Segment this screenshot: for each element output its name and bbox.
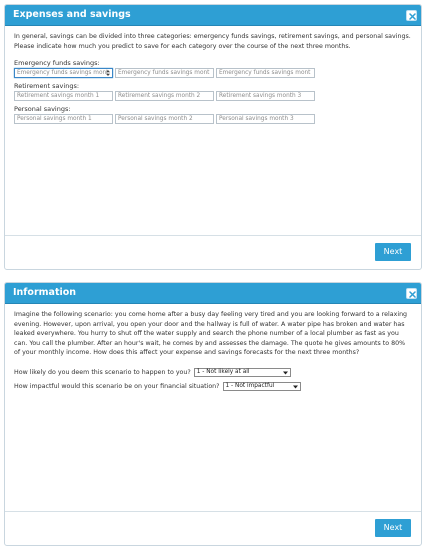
information-footer-divider [5, 511, 421, 512]
retirement-savings-row [14, 91, 412, 101]
impact-select[interactable] [223, 382, 301, 391]
chevron-down-icon [293, 385, 298, 389]
retirement-savings-month-1-input[interactable] [14, 91, 113, 101]
information-titlebar [5, 283, 421, 304]
likelihood-question-label: How likely do you deem this scenario to happen to you? [14, 368, 191, 376]
retirement-savings-month-1-placeholder: Retirement savings month 1 [17, 93, 100, 100]
expenses-content [5, 26, 421, 124]
personal-savings-label: Personal savings: [14, 105, 71, 114]
personal-savings-month-3-placeholder: Personal savings month 3 [219, 116, 294, 123]
retirement-savings-month-2-input[interactable] [115, 91, 214, 101]
emergency-savings-label: Emergency funds savings: [14, 59, 100, 68]
scenario-text: Imagine the following scenario: you come home after a busy day feeling very tired and you are looking forward to a relaxing evening. However, upon arrival, you open your door and the hallway is full of water. A water pipe has broken and water has leaked everywhere. You hurry to shut off the water supply and search the phone number of a local plumber as fast as you can. You call the plumber. After an hour's wait, he comes by and assesses the damage. The quote he gives amounts to 80% of your monthly income. How does this affect your expense and savings forecasts for the next three months? [14, 311, 408, 357]
personal-savings-month-2-placeholder: Personal savings month 2 [118, 116, 193, 123]
information-next-button[interactable]: Next [375, 519, 411, 537]
personal-savings-month-3-input[interactable] [216, 114, 315, 124]
emergency-savings-month-2-input[interactable] [115, 68, 214, 78]
personal-savings-row [14, 114, 412, 124]
expenses-panel [4, 4, 422, 270]
likelihood-question-row [14, 368, 412, 378]
personal-savings-month-1-input[interactable] [14, 114, 113, 124]
expenses-intro: In general, savings can be divided into three categories: emergency funds savings, retirement savings, and personal savings. Please indicate how much you predict to save for each category over the course of the next three months. [14, 33, 411, 50]
emergency-savings-month-3-input[interactable] [216, 68, 315, 78]
information-panel [4, 282, 422, 546]
chevron-down-icon [283, 371, 288, 375]
retirement-savings-label: Retirement savings: [14, 82, 80, 91]
expenses-close-button[interactable] [406, 10, 417, 21]
retirement-savings-month-3-placeholder: Retirement savings month 3 [219, 93, 302, 100]
impact-question-label: How impactful would this scenario be on your financial situation? [14, 382, 220, 390]
personal-savings-month-1-placeholder: Personal savings month 1 [17, 116, 92, 123]
information-content [5, 304, 421, 391]
likelihood-selected-value: 1 - Not likely at all [196, 369, 250, 376]
retirement-savings-month-3-input[interactable] [216, 91, 315, 101]
emergency-savings-row [14, 68, 412, 78]
expenses-title: Expenses and savings [13, 9, 131, 20]
expenses-titlebar [5, 5, 421, 26]
personal-savings-month-2-input[interactable] [115, 114, 214, 124]
impact-question-row [14, 382, 412, 392]
close-icon [409, 291, 416, 298]
spinner-icon[interactable] [105, 69, 111, 77]
emergency-savings-month-3-placeholder: Emergency funds savings mont [219, 70, 311, 77]
expenses-next-button[interactable]: Next [375, 243, 411, 261]
likelihood-select[interactable] [194, 368, 291, 377]
emergency-savings-month-1-placeholder: Emergency funds savings mont [17, 70, 109, 77]
emergency-savings-month-1-input[interactable] [14, 68, 113, 78]
expenses-footer-divider [5, 235, 421, 236]
information-close-button[interactable] [406, 288, 417, 299]
retirement-savings-month-2-placeholder: Retirement savings month 2 [118, 93, 201, 100]
emergency-savings-month-2-placeholder: Emergency funds savings mont [118, 70, 210, 77]
information-title: Information [13, 287, 77, 298]
impact-selected-value: 1 - Not impactful [225, 382, 275, 389]
close-icon [409, 13, 416, 20]
